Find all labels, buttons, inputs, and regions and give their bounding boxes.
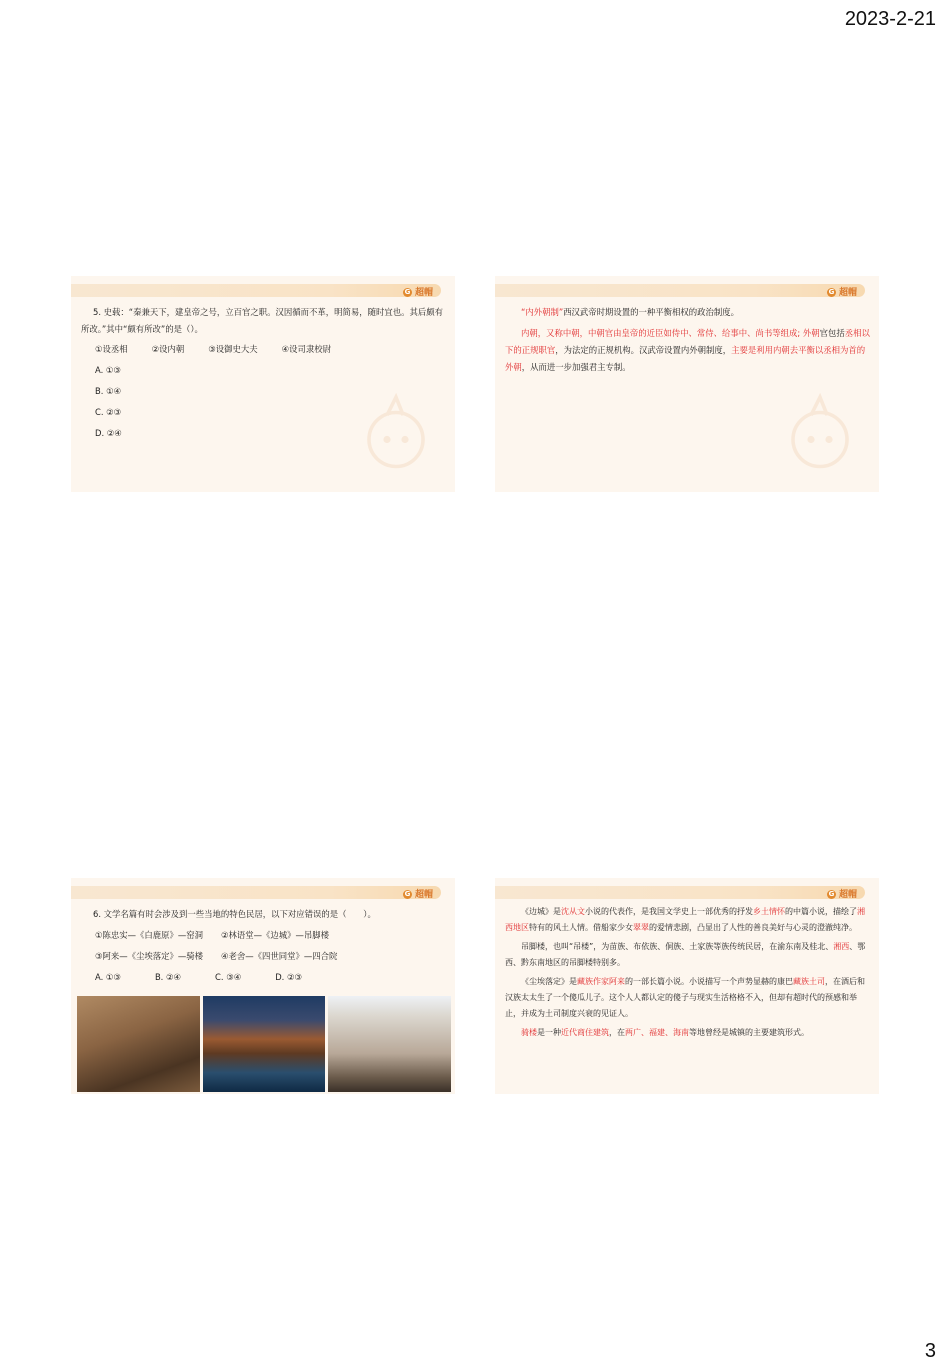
slide-header-bar [495, 886, 865, 899]
slide-header-bar [71, 284, 441, 297]
detail-paragraph: 内朝，又称中朝，中朝官由皇帝的近臣如侍中、常侍、给事中、尚书等组成; 外朝官包括丞相以下的正规职官，为法定的正规机构。汉武帝设置内外朝制度，主要是利用内朝去平衡以丞相为首的外朝，从而进一步加强君主专制。 [505, 328, 870, 372]
logo-icon: G [828, 288, 835, 296]
option-b[interactable]: B. ①④ [95, 386, 122, 396]
slide-question-5 [71, 276, 455, 492]
chenai-paragraph: 《尘埃落定》是藏族作家阿来的一部长篇小说。小说描写一个声势显赫的康巴藏族土司，在酒后和汉族太太生了一个傻瓜儿子。这个人人都认定的傻子与现实生活格格不入，但却有超时代的预感和举止，并成为土司制度兴衰的见证人。 [505, 977, 865, 1018]
option-b[interactable]: B. ②④ [154, 972, 182, 982]
statement-1: ①设丞相 [95, 344, 128, 354]
option-d[interactable]: D. ②④ [95, 428, 122, 438]
unicorn-mascot-icon [775, 390, 865, 480]
option-a[interactable]: A. ①③ [95, 365, 121, 375]
brand-logo: G 超帽 [828, 890, 857, 900]
logo-icon: G [404, 890, 411, 898]
option-c[interactable]: C. ③④ [215, 972, 242, 982]
statement-4: ④老舍—《四世同堂》—四合院 [221, 951, 338, 961]
brand-logo: G 超帽 [828, 288, 857, 298]
statement-2: ②林语堂—《边城》—吊脚楼 [221, 930, 330, 940]
option-d[interactable]: D. ②③ [275, 972, 303, 982]
slide-header-bar [495, 284, 865, 297]
brand-logo: G 超帽 [404, 890, 433, 900]
statement-3: ③阿来—《尘埃落定》—骑楼 [95, 951, 204, 961]
logo-icon: G [828, 890, 835, 898]
page-number: 3 [924, 1340, 936, 1362]
statement-1: ①陈忠实—《白鹿原》—窑洞 [95, 930, 204, 940]
statement-3: ③设御史大夫 [208, 344, 258, 354]
option-c[interactable]: C. ②③ [95, 407, 122, 417]
slide-question-6 [71, 878, 455, 1094]
qilou-paragraph: 骑楼是一种近代商住建筑，在两广、福建、海南等地曾经是城镇的主要建筑形式。 [521, 1028, 809, 1038]
biancheng-paragraph: 《边城》是沈从文小说的代表作，是我国文学史上一部优秀的抒发乡土情怀的中篇小说，描绘了湘西地区特有的风土人情。借船家少女翠翠的爱情悲剧，凸显出了人性的善良美好与心灵的澄澈纯净。 [505, 907, 865, 932]
option-a[interactable]: A. ①③ [95, 972, 121, 982]
brand-logo: G 超帽 [404, 288, 433, 298]
question-text: 5. 史载：“秦兼天下，建皇帝之号，立百官之职。汉因循而不革，明简易，随时宜也。其后颇有所改。”其中“颇有所改”的是（）。 [81, 307, 443, 334]
diaojiaolou-paragraph: 吊脚楼，也叫“吊楼”，为苗族、布依族、侗族、土家族等族传统民居，在渝东南及桂北、湘西、鄂西、黔东南地区的吊脚楼特别多。 [505, 942, 866, 967]
slide-explanation-6 [495, 878, 879, 1094]
slide-header-bar [71, 886, 441, 899]
statement-2: ②设内朝 [151, 344, 185, 354]
page-date: 2023-2-21 [844, 8, 936, 30]
statement-4: ④设司隶校尉 [281, 344, 332, 354]
slide-explanation-5 [495, 276, 879, 492]
question-text: 6. 文学名篇有时会涉及到一些当地的特色民居，以下对应错误的是（ ）。 [93, 909, 376, 919]
arcade-building-photo [328, 996, 451, 1092]
stilt-house-photo [203, 996, 326, 1092]
cave-dwelling-photo [77, 996, 200, 1092]
logo-icon: G [404, 288, 411, 296]
definition-paragraph: “内外朝制”西汉武帝时期设置的一种平衡相权的政治制度。 [521, 307, 740, 317]
photo-strip [77, 996, 451, 1092]
